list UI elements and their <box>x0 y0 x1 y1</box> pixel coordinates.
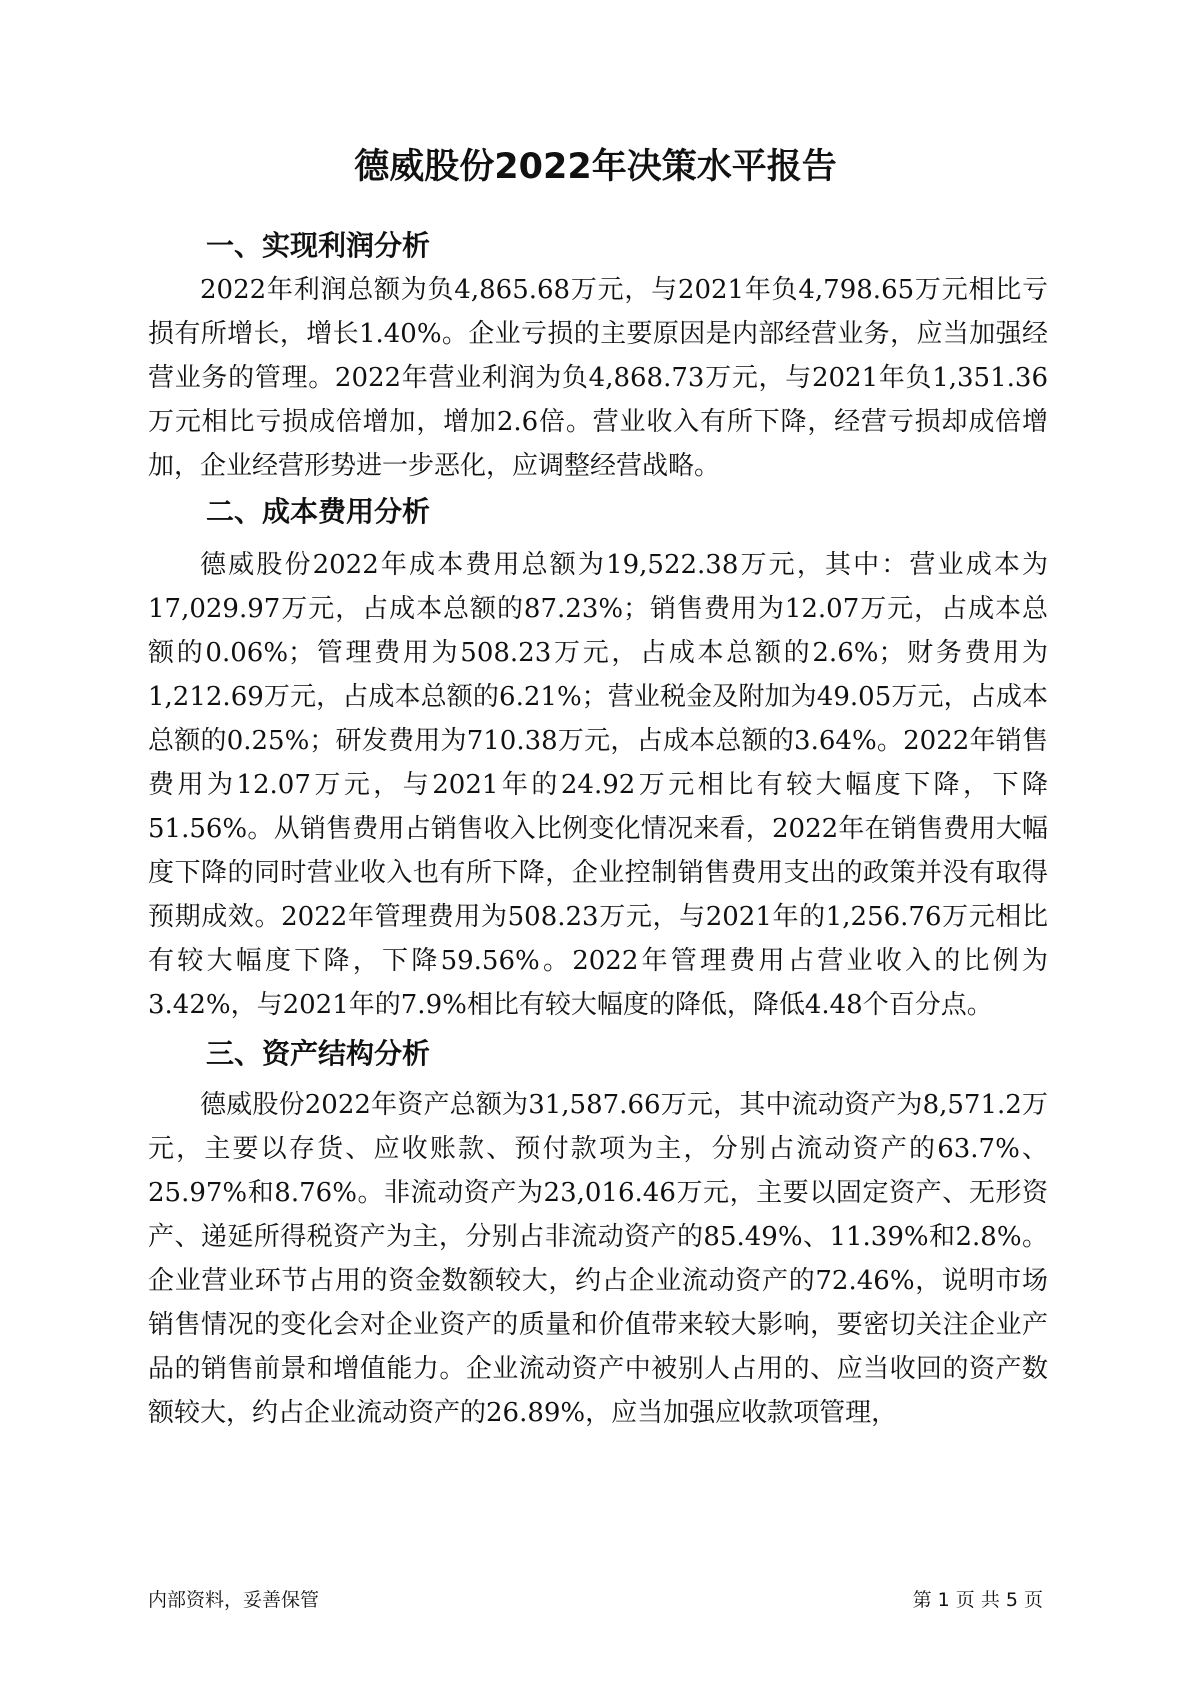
section-paragraph-profit: 2022年利润总额为负4,865.68万元，与2021年负4,798.65万元相比亏损有所增长，增长1.40%。企业亏损的主要原因是内部经营业务，应当加强经营业务的管理。2022年营业利润为负4,868.73万元，与2021年负1,351.36万元相比亏损成倍增加，增加2.6倍。营业收入有所下降，经营亏损却成倍增加，企业经营形势进一步恶化，应调整经营战略。 <box>148 275 1048 481</box>
section-paragraph-assets: 德威股份2022年资产总额为31,587.66万元，其中流动资产为8,571.2万元，主要以存货、应收账款、预付款项为主，分别占流动资产的63.7%、25.97%和8.76%。非流动资产为23,016.46万元，主要以固定资产、无形资产、递延所得税资产为主，分别占非流动资产的85.49%、11.39%和2.8%。企业营业环节占用的资金数额较大，约占企业流动资产的72.46%，说明市场销售情况的变化会对企业资产的质量和价值带来较大影响，要密切关注企业产品的销售前景和增值能力。企业流动资产中被别人占用的、应当收回的资产数额较大，约占企业流动资产的26.89%，应当加强应收款项管理， <box>148 1090 1048 1428</box>
section-heading-assets: 三、资产结构分析 <box>206 1037 431 1070</box>
section-paragraph-cost: 德威股份2022年成本费用总额为19,522.38万元，其中：营业成本为17,029.97万元，占成本总额的87.23%；销售费用为12.07万元，占成本总额的0.06%；管理费用为508.23万元，占成本总额的2.6%；财务费用为1,212.69万元，占成本总额的6.21%；营业税金及附加为49.05万元，占成本总额的0.25%；研发费用为710.38万元，占成本总额的3.64%。2022年销售费用为12.07万元，与2021年的24.92万元相比有较大幅度下降，下降51.56%。从销售费用占销售收入比例变化情况来看，2022年在销售费用大幅度下降的同时营业收入也有所下降，企业控制销售费用支出的政策并没有取得预期成效。2022年管理费用为508.23万元，与2021年的1,256.76万元相比有较大幅度下降，下降59.56%。2022年管理费用占营业收入的比例为3.42%，与2021年的7.9%相比有较大幅度的降低，降低4.48个百分点。 <box>148 550 1048 1020</box>
footer-confidential-note: 内部资料，妥善保管 <box>148 1589 320 1611</box>
section-heading-profit: 一、实现利润分析 <box>206 229 431 262</box>
document-title: 德威股份2022年决策水平报告 <box>354 147 837 187</box>
section-heading-cost: 二、成本费用分析 <box>206 495 431 528</box>
footer-page-number: 第 1 页 共 5 页 <box>912 1589 1043 1611</box>
